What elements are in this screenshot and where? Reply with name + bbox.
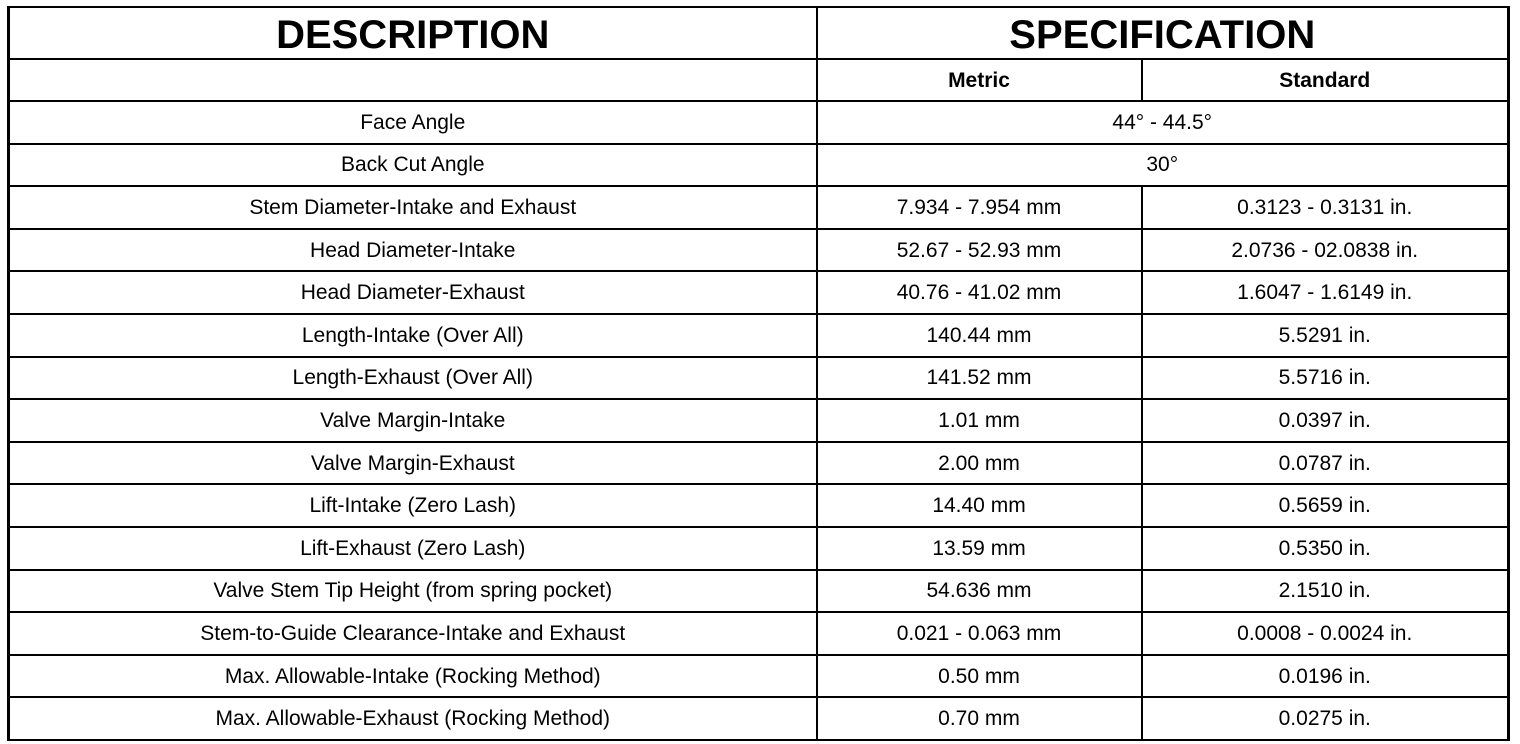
table-row	[9, 101, 1509, 144]
metric-cell: 7.934 - 7.954 mm	[817, 186, 1142, 229]
description-cell: Head Diameter-Intake	[9, 229, 817, 272]
standard-cell: 1.6047 - 1.6149 in.	[1142, 271, 1509, 314]
table-row	[9, 612, 1509, 655]
standard-cell: 0.0787 in.	[1142, 442, 1509, 485]
standard-cell: 0.5659 in.	[1142, 484, 1509, 527]
description-cell: Valve Margin-Intake	[9, 399, 817, 442]
description-cell: Back Cut Angle	[9, 144, 817, 187]
metric-cell: 140.44 mm	[817, 314, 1142, 357]
description-cell: Lift-Intake (Zero Lash)	[9, 484, 817, 527]
table-row	[9, 442, 1509, 485]
merged-spec-cell: 44° - 44.5°	[817, 101, 1509, 144]
header-row	[9, 7, 1509, 59]
metric-header: Metric	[817, 59, 1142, 101]
metric-cell: 0.021 - 0.063 mm	[817, 612, 1142, 655]
standard-cell: 5.5291 in.	[1142, 314, 1509, 357]
metric-cell: 2.00 mm	[817, 442, 1142, 485]
metric-cell: 14.40 mm	[817, 484, 1142, 527]
specification-header: SPECIFICATION	[817, 7, 1509, 59]
description-cell: Lift-Exhaust (Zero Lash)	[9, 527, 817, 570]
description-cell: Head Diameter-Exhaust	[9, 271, 817, 314]
table-row	[9, 399, 1509, 442]
description-cell: Stem Diameter-Intake and Exhaust	[9, 186, 817, 229]
description-cell: Max. Allowable-Exhaust (Rocking Method)	[9, 697, 817, 740]
description-cell: Max. Allowable-Intake (Rocking Method)	[9, 655, 817, 698]
table-row	[9, 314, 1509, 357]
table-row	[9, 655, 1509, 698]
metric-cell: 54.636 mm	[817, 570, 1142, 613]
metric-cell: 0.50 mm	[817, 655, 1142, 698]
merged-spec-cell: 30°	[817, 144, 1509, 187]
standard-cell: 0.0275 in.	[1142, 697, 1509, 740]
subheader-row	[9, 59, 1509, 101]
metric-cell: 52.67 - 52.93 mm	[817, 229, 1142, 272]
table-row	[9, 527, 1509, 570]
description-cell: Valve Stem Tip Height (from spring pocket)	[9, 570, 817, 613]
table-row	[9, 570, 1509, 613]
table-row	[9, 144, 1509, 187]
table-row	[9, 229, 1509, 272]
table-row	[9, 484, 1509, 527]
table-row	[9, 357, 1509, 400]
standard-cell: 2.1510 in.	[1142, 570, 1509, 613]
table-row	[9, 697, 1509, 740]
table-row	[9, 271, 1509, 314]
standard-cell: 0.5350 in.	[1142, 527, 1509, 570]
standard-cell: 0.0008 - 0.0024 in.	[1142, 612, 1509, 655]
description-cell: Stem-to-Guide Clearance-Intake and Exhaust	[9, 612, 817, 655]
table-row	[9, 186, 1509, 229]
standard-header: Standard	[1142, 59, 1509, 101]
standard-cell: 0.3123 - 0.3131 in.	[1142, 186, 1509, 229]
standard-cell: 0.0397 in.	[1142, 399, 1509, 442]
metric-cell: 1.01 mm	[817, 399, 1142, 442]
standard-cell: 2.0736 - 02.0838 in.	[1142, 229, 1509, 272]
description-cell: Length-Intake (Over All)	[9, 314, 817, 357]
valve-specification-table	[7, 6, 1510, 741]
description-cell: Face Angle	[9, 101, 817, 144]
description-subheader-empty	[9, 59, 817, 101]
description-header: DESCRIPTION	[9, 7, 817, 59]
description-cell: Length-Exhaust (Over All)	[9, 357, 817, 400]
standard-cell: 5.5716 in.	[1142, 357, 1509, 400]
metric-cell: 13.59 mm	[817, 527, 1142, 570]
metric-cell: 141.52 mm	[817, 357, 1142, 400]
metric-cell: 40.76 - 41.02 mm	[817, 271, 1142, 314]
description-cell: Valve Margin-Exhaust	[9, 442, 817, 485]
metric-cell: 0.70 mm	[817, 697, 1142, 740]
standard-cell: 0.0196 in.	[1142, 655, 1509, 698]
